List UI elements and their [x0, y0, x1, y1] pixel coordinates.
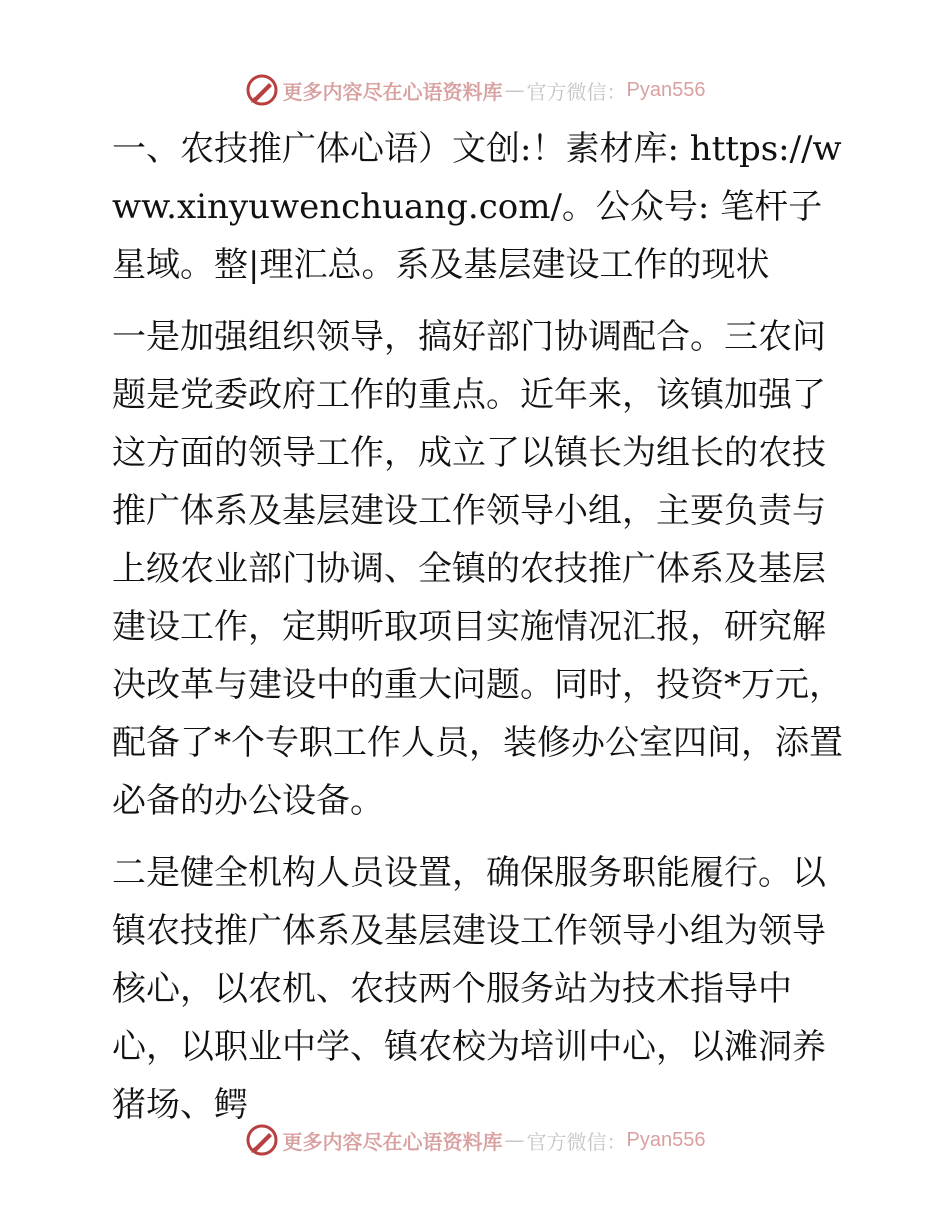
wechat-label: 官方微信：: [526, 1129, 627, 1154]
banner-title: 更多内容尽在心语资料库: [282, 79, 503, 104]
banner-title: 更多内容尽在心语资料库: [282, 1129, 503, 1154]
paragraph-one: 一是加强组织领导，搞好部门协调配合。三农问题是党委政府工作的重点。近年来，该镇加强了这方面的领导工作，成立了以镇长为组长的农技推广体系及基层建设工作领导小组，主要负责与上级农业部门协调、全镇的农技推广体系及基层建设工作，定期听取项目实施情况汇报，研究解决改革与建设中的重大问题。同时，投资*万元，配备了*个专职工作人员，装修办公室四间，添置必备的办公设备。: [112, 317, 843, 821]
document-body: [98, 120, 850, 1148]
logo-icon: [245, 73, 279, 107]
logo-icon: [245, 1123, 279, 1157]
banner-separator: —: [504, 78, 525, 102]
wechat-id: Pyan556: [626, 1128, 706, 1151]
footer-banner: [0, 1120, 950, 1160]
banner-separator: —: [504, 1128, 525, 1152]
header-banner: [0, 70, 950, 110]
wechat-label: 官方微信：: [526, 79, 627, 104]
wechat-id: Pyan556: [626, 78, 706, 101]
paragraph-two: 二是健全机构人员设置，确保服务职能履行。以镇农技推广体系及基层建设工作领导小组为领导核心，以农机、农技两个服务站为技术指导中心，以职业中学、镇农校为培训中心，以滩洞养猪场、鳄: [112, 853, 826, 1125]
paragraph-intro: 一、农技推广体心语）文创:！素材库: https://www.xinyuwenchuang.com/。公众号: 笔杆子星域。整|理汇总。系及基层建设工作的现状: [112, 129, 842, 285]
